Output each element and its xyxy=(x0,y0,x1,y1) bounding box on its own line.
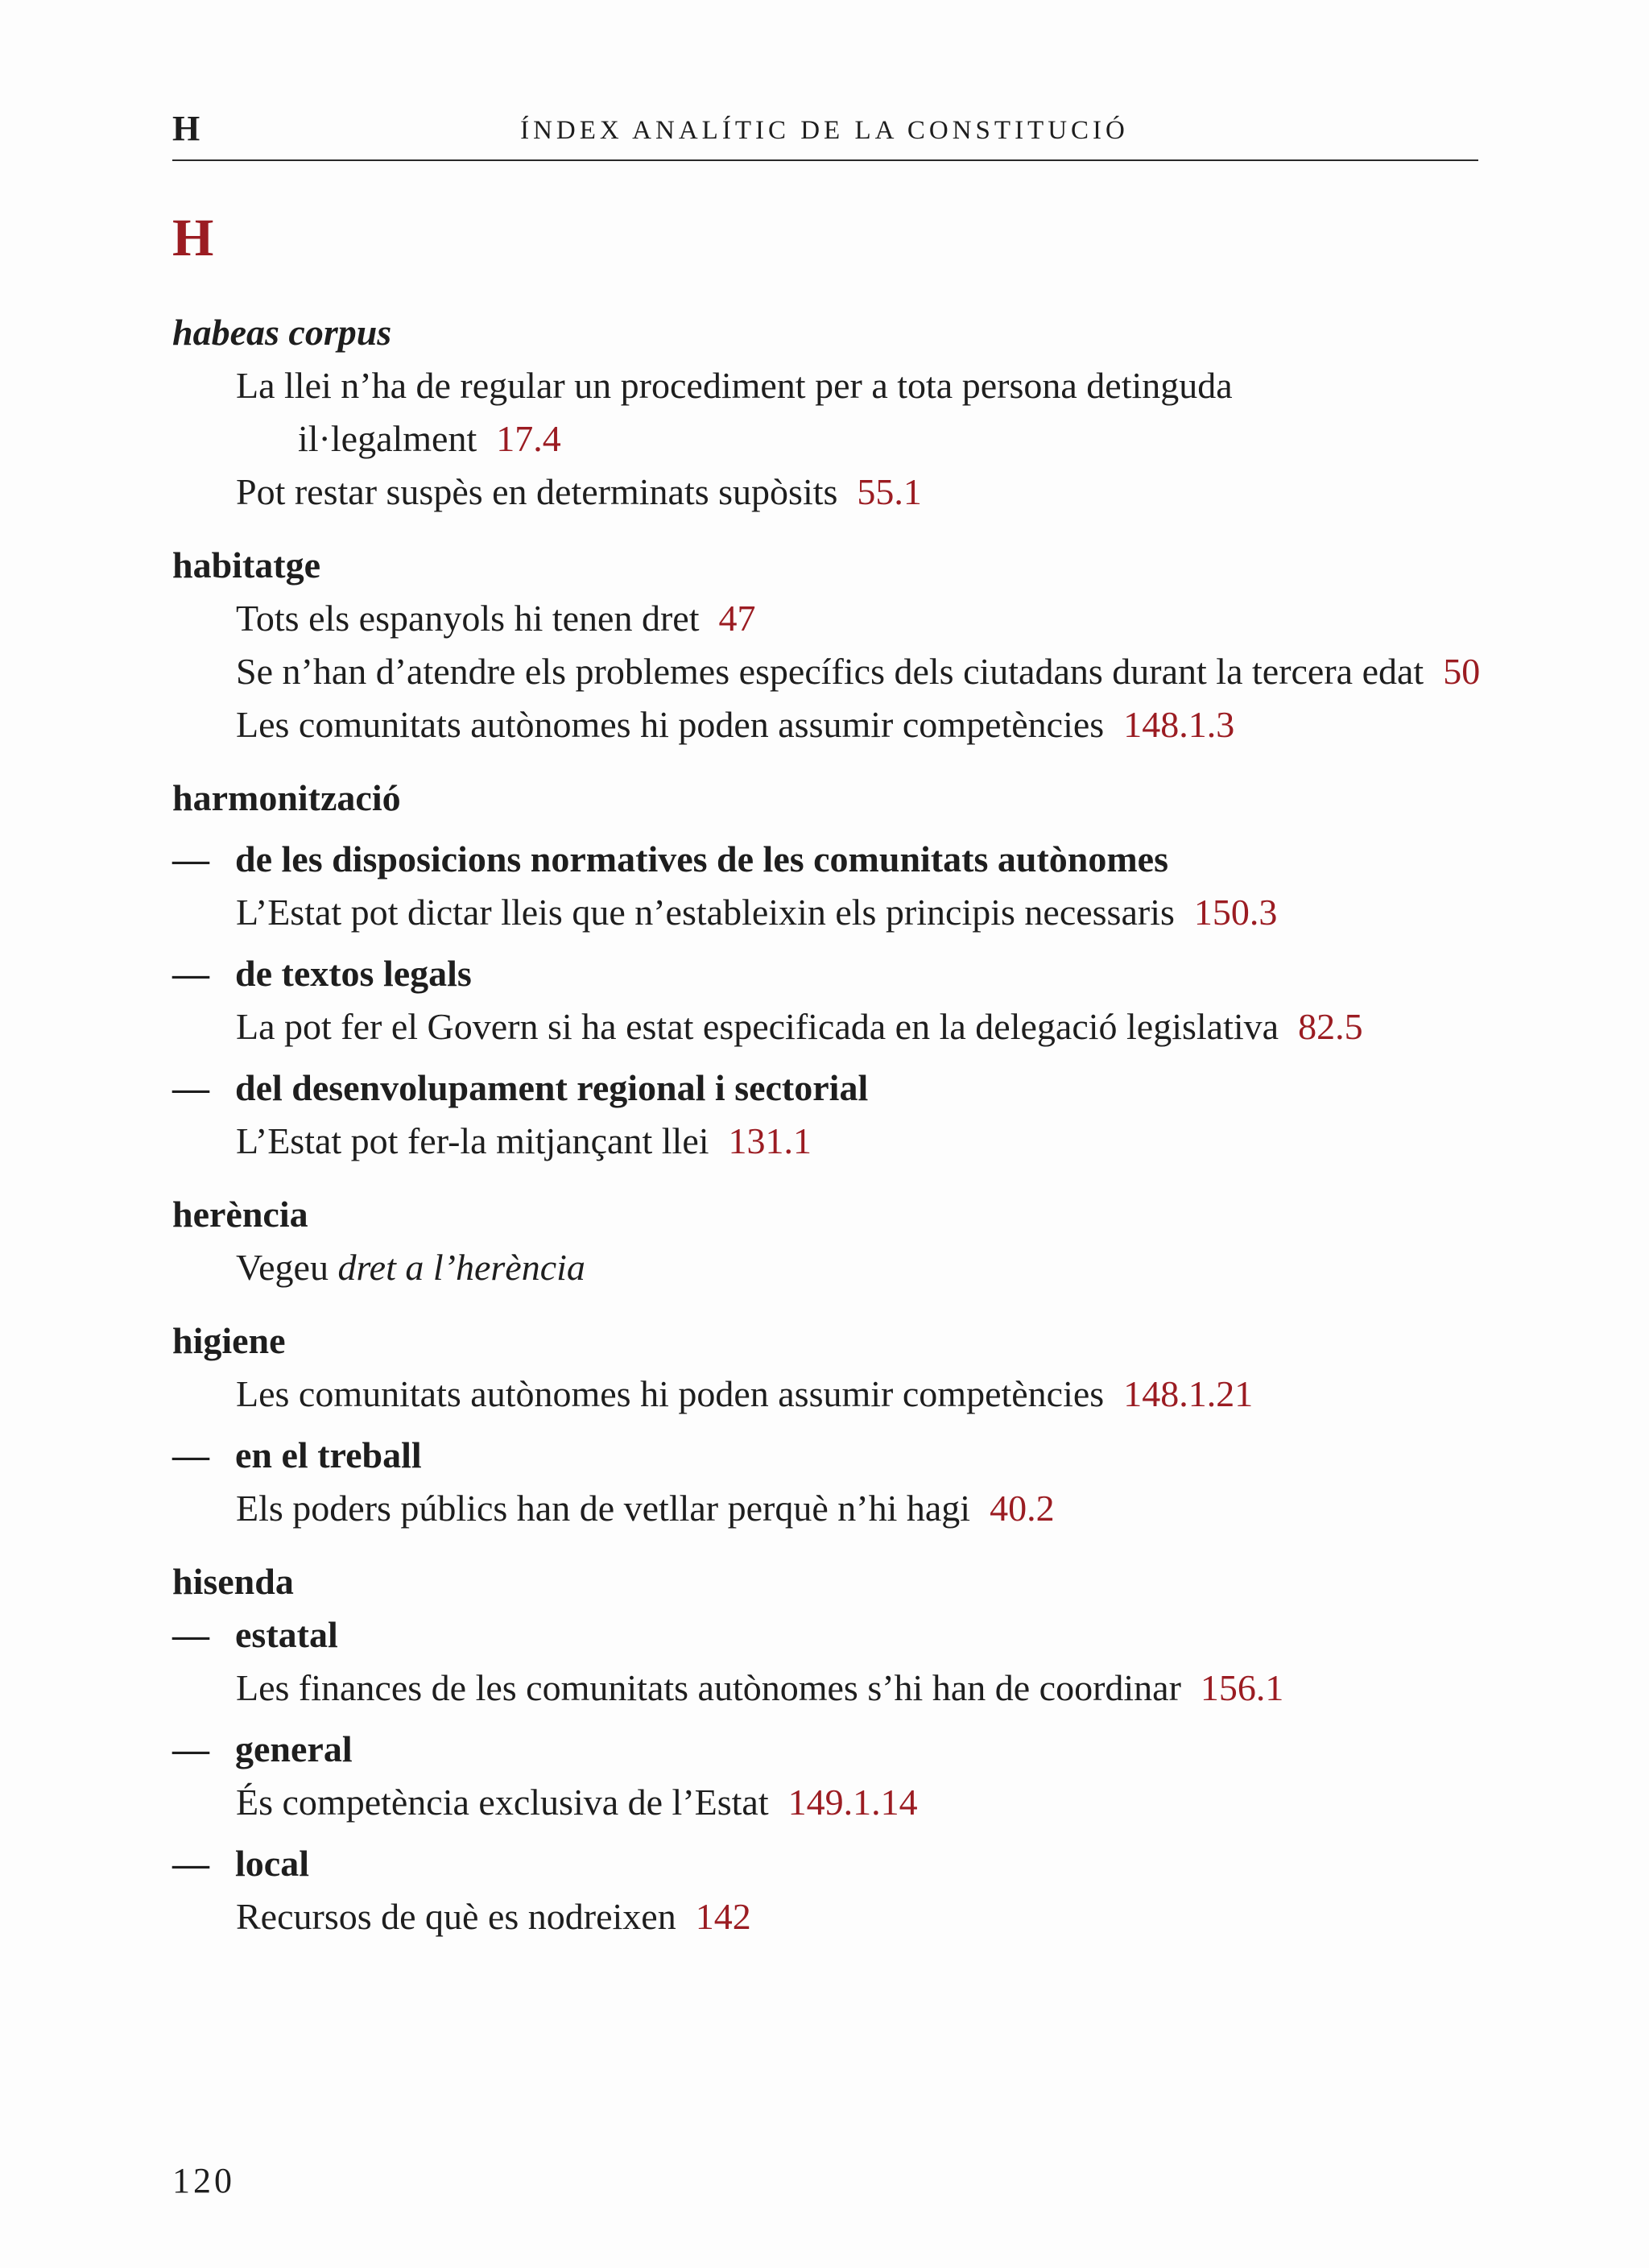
subentry-heading xyxy=(172,833,1493,886)
entry-line xyxy=(172,1241,1493,1294)
article-reference[interactable]: 50 xyxy=(1443,651,1481,692)
running-header-letter: H xyxy=(172,109,200,148)
entry-line xyxy=(172,592,1493,645)
entry-line xyxy=(172,1368,1493,1421)
article-reference[interactable]: 17.4 xyxy=(496,418,561,459)
entry-heading: herència xyxy=(172,1194,308,1235)
subentry xyxy=(172,947,1493,1053)
subentry-heading xyxy=(172,1723,1493,1776)
subentry xyxy=(172,1608,1493,1715)
entry-line xyxy=(172,1662,1493,1715)
article-reference[interactable]: 47 xyxy=(718,598,756,639)
em-dash: — xyxy=(172,838,209,879)
subentry-term: en el treball xyxy=(235,1434,422,1475)
index-entry xyxy=(172,772,1493,1168)
article-reference[interactable]: 148.1.21 xyxy=(1123,1373,1254,1414)
entry-text: Les finances de les comunitats autònomes s’hi han de coordinar xyxy=(236,1667,1181,1708)
entry-line xyxy=(172,1000,1493,1053)
entry-text: L’Estat pot fer-la mitjançant llei xyxy=(236,1120,709,1161)
entry-heading: hisenda xyxy=(172,1561,294,1602)
entry-line xyxy=(172,1776,1493,1829)
subentry xyxy=(172,1837,1493,1943)
subentry-heading xyxy=(172,1608,1493,1662)
article-reference[interactable]: 55.1 xyxy=(857,471,922,512)
em-dash: — xyxy=(172,1843,209,1884)
entry-text: La llei n’ha de regular un procediment per a tota persona detinguda il·legalment xyxy=(236,365,1233,459)
article-reference[interactable]: 82.5 xyxy=(1298,1006,1363,1047)
subentry-heading xyxy=(172,1429,1493,1482)
entry-heading: higiene xyxy=(172,1320,286,1361)
entry-line xyxy=(172,645,1493,698)
subentry-term: de les disposicions normatives de les comunitats autònomes xyxy=(235,838,1168,879)
index-entry xyxy=(172,1314,1493,1535)
entry-line xyxy=(172,698,1493,751)
subentry-heading xyxy=(172,1062,1493,1115)
subentry-term: general xyxy=(235,1728,353,1769)
see-label: Vegeu xyxy=(236,1247,329,1288)
em-dash: — xyxy=(172,1067,209,1108)
entry-text: Recursos de què es nodreixen xyxy=(236,1896,676,1937)
article-reference[interactable]: 149.1.14 xyxy=(787,1782,918,1823)
entry-text: Pot restar suspès en determinats supòsits xyxy=(236,471,838,512)
article-reference[interactable]: 40.2 xyxy=(990,1488,1055,1529)
entry-text: Tots els espanyols hi tenen dret xyxy=(236,598,700,639)
entry-text: Les comunitats autònomes hi poden assumir competències xyxy=(236,704,1105,745)
entry-text: És competència exclusiva de l’Estat xyxy=(236,1782,769,1823)
cross-reference[interactable]: dret a l’herència xyxy=(337,1247,585,1288)
index-entry xyxy=(172,1555,1493,1943)
entry-line xyxy=(172,1115,1493,1168)
subentry xyxy=(172,1062,1493,1168)
entry-line xyxy=(172,1482,1493,1535)
subentry xyxy=(172,833,1493,939)
index-entries xyxy=(172,306,1493,1964)
running-header-title: ÍNDEX ANALÍTIC DE LA CONSTITUCIÓ xyxy=(520,116,1129,145)
header-rule xyxy=(172,159,1478,161)
article-reference[interactable]: 148.1.3 xyxy=(1123,704,1235,745)
article-reference[interactable]: 156.1 xyxy=(1200,1667,1284,1708)
subentry-term: de textos legals xyxy=(235,953,472,994)
subentry-heading xyxy=(172,947,1493,1000)
em-dash: — xyxy=(172,1728,209,1769)
entry-heading: harmonització xyxy=(172,777,401,818)
entry-line xyxy=(172,886,1493,939)
subentry-term: local xyxy=(235,1843,309,1884)
article-reference[interactable]: 142 xyxy=(695,1896,751,1937)
entry-text: Se n’han d’atendre els problemes específics dels ciutadans durant la tercera edat xyxy=(236,651,1424,692)
entry-text: La pot fer el Govern si ha estat especificada en la delegació legislativa xyxy=(236,1006,1279,1047)
subentry-heading xyxy=(172,1837,1493,1890)
subentry-term: del desenvolupament regional i sectorial xyxy=(235,1067,869,1108)
entry-text: Les comunitats autònomes hi poden assumir competències xyxy=(236,1373,1105,1414)
entry-text: Els poders públics han de vetllar perquè n’hi hagi xyxy=(236,1488,971,1529)
section-letter: H xyxy=(172,209,214,267)
entry-heading: habeas corpus xyxy=(172,312,392,353)
em-dash: — xyxy=(172,1434,209,1475)
em-dash: — xyxy=(172,953,209,994)
entry-text: L’Estat pot dictar lleis que n’estableixin els principis necessaris xyxy=(236,892,1175,933)
em-dash: — xyxy=(172,1614,209,1655)
index-entry xyxy=(172,1188,1493,1294)
article-reference[interactable]: 150.3 xyxy=(1193,892,1278,933)
subentry xyxy=(172,1723,1493,1829)
subentry xyxy=(172,1429,1493,1535)
entry-line xyxy=(172,359,1493,466)
entry-line xyxy=(172,466,1493,519)
subentry-term: estatal xyxy=(235,1614,338,1655)
article-reference[interactable]: 131.1 xyxy=(728,1120,812,1161)
entry-heading: habitatge xyxy=(172,544,320,586)
entry-line xyxy=(172,1890,1493,1943)
page-number: 120 xyxy=(172,2161,235,2200)
index-entry xyxy=(172,306,1493,519)
index-entry xyxy=(172,539,1493,751)
